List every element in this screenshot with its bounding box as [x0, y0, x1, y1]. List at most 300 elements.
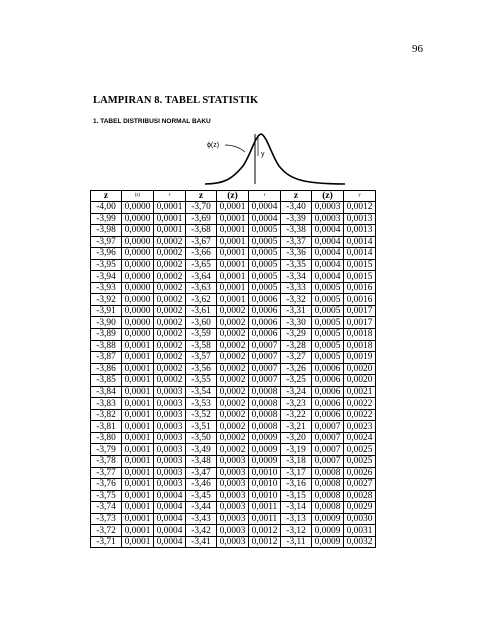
- table-cell: 0,0007: [312, 456, 344, 468]
- table-row: [91, 513, 376, 525]
- table-cell: -3,34: [281, 271, 312, 283]
- table-cell: -3,72: [91, 525, 122, 537]
- table-cell: -3,99: [91, 213, 122, 225]
- table-cell: 0,0004: [154, 513, 186, 525]
- table-cell: 0,0005: [249, 259, 281, 271]
- table-cell: 0,0005: [249, 236, 281, 248]
- table-cell: 0,0014: [344, 248, 376, 260]
- table-cell: -3,30: [281, 317, 312, 329]
- table-cell: 0,0003: [154, 456, 186, 468]
- table-cell: 0,0009: [312, 513, 344, 525]
- table-cell: 0,0029: [344, 502, 376, 514]
- table-cell: 0,0003: [217, 502, 249, 514]
- table-cell: 0,0012: [249, 536, 281, 548]
- table-cell: 0,0002: [154, 305, 186, 317]
- table-cell: -3,38: [281, 225, 312, 237]
- table-cell: 0,0002: [217, 398, 249, 410]
- table-cell: -3,17: [281, 467, 312, 479]
- table-cell: 0,0005: [249, 225, 281, 237]
- table-cell: 0,0018: [344, 340, 376, 352]
- table-cell: 0,0008: [312, 490, 344, 502]
- table-cell: -3,37: [281, 236, 312, 248]
- table-cell: 0,0013: [344, 213, 376, 225]
- table-cell: 0,0001: [122, 432, 154, 444]
- table-cell: 0,0008: [249, 421, 281, 433]
- table-cell: 0,0002: [154, 271, 186, 283]
- table-cell: -3,95: [91, 259, 122, 271]
- table-cell: 0,0006: [312, 363, 344, 375]
- table-row: [91, 248, 376, 260]
- table-cell: 0,0002: [154, 340, 186, 352]
- table-cell: 0,0011: [249, 502, 281, 514]
- table-cell: -3,15: [281, 490, 312, 502]
- table-cell: 0,0017: [344, 317, 376, 329]
- table-cell: 0,0002: [217, 317, 249, 329]
- table-cell: -3,40: [281, 202, 312, 214]
- table-cell: -3,43: [186, 513, 217, 525]
- table-cell: -3,81: [91, 421, 122, 433]
- table-cell: -3,19: [281, 444, 312, 456]
- table-cell: 0,0012: [249, 525, 281, 537]
- table-cell: 0,0003: [217, 467, 249, 479]
- table-row: [91, 202, 376, 214]
- table-cell: -3,18: [281, 456, 312, 468]
- table-cell: -4,00: [91, 202, 122, 214]
- header-z: z: [281, 191, 312, 202]
- table-cell: 0,0002: [154, 259, 186, 271]
- header-phi-z: (z): [217, 191, 249, 202]
- table-cell: -3,57: [186, 352, 217, 364]
- table-cell: -3,63: [186, 282, 217, 294]
- table-cell: 0,0006: [249, 294, 281, 306]
- table-cell: -3,45: [186, 490, 217, 502]
- table-cell: 0,0003: [154, 421, 186, 433]
- table-cell: 0,0009: [249, 456, 281, 468]
- table-cell: -3,90: [91, 317, 122, 329]
- table-cell: 0,0001: [154, 213, 186, 225]
- table-cell: 0,0002: [154, 294, 186, 306]
- table-cell: 0,0007: [312, 444, 344, 456]
- table-cell: -3,48: [186, 456, 217, 468]
- table-cell: -3,64: [186, 271, 217, 283]
- phi-pointer: [225, 145, 245, 152]
- table-cell: -3,42: [186, 525, 217, 537]
- header-phi-z: (z): [312, 191, 344, 202]
- y-label: y: [261, 151, 265, 158]
- table-cell: -3,87: [91, 352, 122, 364]
- page-number: 96: [412, 43, 423, 55]
- table-cell: 0,0001: [122, 375, 154, 387]
- table-cell: -3,26: [281, 363, 312, 375]
- table-cell: 0,0010: [249, 467, 281, 479]
- table-cell: -3,13: [281, 513, 312, 525]
- bell-curve: [205, 134, 345, 184]
- table-cell: -3,71: [91, 536, 122, 548]
- table-cell: -3,62: [186, 294, 217, 306]
- table-cell: -3,93: [91, 282, 122, 294]
- table-row: [91, 456, 376, 468]
- table-cell: 0,0002: [217, 421, 249, 433]
- table-row: [91, 502, 376, 514]
- table-cell: -3,65: [186, 259, 217, 271]
- table-cell: 0,0001: [217, 282, 249, 294]
- table-cell: 0,0001: [122, 525, 154, 537]
- table-cell: 0,0019: [344, 352, 376, 364]
- table-cell: 0,0009: [249, 432, 281, 444]
- table-cell: 0,0007: [312, 432, 344, 444]
- table-cell: 0,0016: [344, 294, 376, 306]
- table-cell: 0,0001: [217, 271, 249, 283]
- table-cell: 0,0004: [249, 213, 281, 225]
- table-cell: 0,0001: [154, 202, 186, 214]
- table-cell: 0,0005: [249, 282, 281, 294]
- table-cell: 0,0012: [344, 202, 376, 214]
- table-cell: 0,0008: [249, 386, 281, 398]
- table-row: [91, 421, 376, 433]
- table-cell: -3,11: [281, 536, 312, 548]
- table-cell: 0,0005: [312, 282, 344, 294]
- normal-curve-figure: [195, 130, 355, 188]
- table-cell: 0,0004: [312, 259, 344, 271]
- header-phi-z: (z): [122, 191, 154, 202]
- table-cell: 0,0006: [312, 409, 344, 421]
- table-cell: 0,0005: [249, 248, 281, 260]
- table-cell: 0,0002: [217, 363, 249, 375]
- table-cell: -3,69: [186, 213, 217, 225]
- table-cell: -3,12: [281, 525, 312, 537]
- table-cell: 0,0001: [217, 202, 249, 214]
- table-cell: -3,16: [281, 479, 312, 491]
- table-cell: 0,0008: [249, 398, 281, 410]
- table-row: [91, 271, 376, 283]
- table-cell: 0,0006: [249, 329, 281, 341]
- table-cell: 0,0002: [154, 363, 186, 375]
- table-cell: 0,0017: [344, 305, 376, 317]
- table-cell: -3,82: [91, 409, 122, 421]
- table-cell: 0,0000: [122, 305, 154, 317]
- table-cell: 0,0031: [344, 525, 376, 537]
- table-row: [91, 329, 376, 341]
- table-row: [91, 363, 376, 375]
- table-cell: 0,0010: [249, 479, 281, 491]
- table-cell: -3,76: [91, 479, 122, 491]
- table-row: [91, 259, 376, 271]
- table-cell: 0,0032: [344, 536, 376, 548]
- table-cell: -3,88: [91, 340, 122, 352]
- table-cell: -3,83: [91, 398, 122, 410]
- table-cell: 0,0001: [122, 536, 154, 548]
- table-cell: 0,0001: [122, 409, 154, 421]
- table-cell: 0,0003: [217, 536, 249, 548]
- table-cell: -3,52: [186, 409, 217, 421]
- table-cell: -3,51: [186, 421, 217, 433]
- table-cell: 0,0024: [344, 432, 376, 444]
- table-cell: 0,0002: [217, 375, 249, 387]
- table-cell: 0,0001: [217, 259, 249, 271]
- table-cell: 0,0001: [217, 236, 249, 248]
- table-cell: 0,0009: [312, 525, 344, 537]
- table-cell: -3,58: [186, 340, 217, 352]
- table-cell: -3,41: [186, 536, 217, 548]
- table-cell: 0,0002: [217, 352, 249, 364]
- table-cell: 0,0002: [154, 236, 186, 248]
- table-row: [91, 432, 376, 444]
- table-cell: 0,0002: [154, 329, 186, 341]
- table-cell: 0,0005: [312, 305, 344, 317]
- table-cell: 0,0004: [154, 525, 186, 537]
- table-cell: 0,0001: [122, 467, 154, 479]
- table-cell: 0,0001: [122, 340, 154, 352]
- table-cell: 0,0002: [154, 352, 186, 364]
- table-cell: -3,60: [186, 317, 217, 329]
- table-cell: 0,0006: [249, 317, 281, 329]
- table-cell: 0,0002: [154, 317, 186, 329]
- table-row: [91, 386, 376, 398]
- table-cell: -3,23: [281, 398, 312, 410]
- table-cell: 0,0015: [344, 259, 376, 271]
- table-cell: 0,0006: [312, 386, 344, 398]
- table-cell: 0,0001: [122, 444, 154, 456]
- table-cell: 0,0001: [122, 386, 154, 398]
- table-cell: -3,97: [91, 236, 122, 248]
- table-cell: -3,32: [281, 294, 312, 306]
- table-row: [91, 340, 376, 352]
- table-cell: 0,0010: [249, 490, 281, 502]
- table-cell: -3,66: [186, 248, 217, 260]
- table-cell: 0,0002: [154, 282, 186, 294]
- table-cell: 0,0007: [249, 375, 281, 387]
- table-row: [91, 305, 376, 317]
- table-cell: 0,0004: [154, 536, 186, 548]
- table-cell: 0,0003: [154, 409, 186, 421]
- table-cell: 0,0000: [122, 213, 154, 225]
- table-cell: 0,0002: [217, 444, 249, 456]
- table-cell: 0,0007: [249, 363, 281, 375]
- table-cell: 0,0001: [217, 225, 249, 237]
- table-cell: 0,0020: [344, 375, 376, 387]
- table-cell: 0,0018: [344, 329, 376, 341]
- table-row: [91, 525, 376, 537]
- table-row: [91, 444, 376, 456]
- table-cell: -3,84: [91, 386, 122, 398]
- table-cell: 0,0007: [249, 340, 281, 352]
- table-cell: -3,33: [281, 282, 312, 294]
- table-cell: 0,0002: [217, 305, 249, 317]
- table-cell: -3,20: [281, 432, 312, 444]
- header-r: r: [249, 191, 281, 202]
- table-row: [91, 236, 376, 248]
- header-r: r: [154, 191, 186, 202]
- table-cell: 0,0008: [312, 467, 344, 479]
- table-body: [91, 202, 376, 548]
- table-cell: 0,0001: [122, 421, 154, 433]
- table-cell: 0,0002: [154, 375, 186, 387]
- table-cell: -3,49: [186, 444, 217, 456]
- table-cell: 0,0001: [122, 352, 154, 364]
- table-cell: 0,0016: [344, 282, 376, 294]
- table-row: [91, 479, 376, 491]
- table-cell: -3,25: [281, 375, 312, 387]
- table-cell: -3,44: [186, 502, 217, 514]
- table-cell: -3,46: [186, 479, 217, 491]
- table-cell: 0,0001: [122, 502, 154, 514]
- table-cell: -3,31: [281, 305, 312, 317]
- table-row: [91, 213, 376, 225]
- table-cell: 0,0005: [249, 271, 281, 283]
- table-row: [91, 467, 376, 479]
- table-cell: -3,78: [91, 456, 122, 468]
- table-cell: -3,36: [281, 248, 312, 260]
- table-cell: 0,0006: [249, 305, 281, 317]
- table-cell: 0,0007: [312, 421, 344, 433]
- table-cell: 0,0028: [344, 490, 376, 502]
- table-cell: 0,0023: [344, 421, 376, 433]
- table-cell: 0,0005: [312, 352, 344, 364]
- table-cell: 0,0002: [217, 386, 249, 398]
- table-row: [91, 352, 376, 364]
- table-cell: 0,0027: [344, 479, 376, 491]
- table-cell: 0,0002: [217, 340, 249, 352]
- table-cell: -3,86: [91, 363, 122, 375]
- table-cell: -3,85: [91, 375, 122, 387]
- table-cell: -3,28: [281, 340, 312, 352]
- table-cell: 0,0004: [312, 248, 344, 260]
- table-cell: 0,0001: [217, 294, 249, 306]
- table-row: [91, 317, 376, 329]
- table-cell: 0,0025: [344, 456, 376, 468]
- table-cell: -3,35: [281, 259, 312, 271]
- table-header-row: [91, 191, 376, 202]
- table-cell: 0,0009: [249, 444, 281, 456]
- table-cell: 0,0001: [122, 363, 154, 375]
- table-cell: 0,0001: [154, 225, 186, 237]
- table-cell: 0,0003: [217, 525, 249, 537]
- normal-distribution-table: [90, 190, 376, 548]
- table-cell: 0,0015: [344, 271, 376, 283]
- table-subheading: 1. TABEL DISTRIBUSI NORMAL BAKU: [93, 118, 211, 125]
- table-cell: -3,56: [186, 363, 217, 375]
- table-cell: -3,73: [91, 513, 122, 525]
- table-cell: 0,0021: [344, 386, 376, 398]
- table-row: [91, 282, 376, 294]
- phi-label: ϕ(z): [207, 142, 220, 149]
- table-cell: 0,0003: [217, 456, 249, 468]
- table-row: [91, 490, 376, 502]
- table-cell: 0,0025: [344, 444, 376, 456]
- table-cell: -3,53: [186, 398, 217, 410]
- table-cell: 0,0008: [249, 409, 281, 421]
- table-cell: -3,98: [91, 225, 122, 237]
- table-cell: -3,91: [91, 305, 122, 317]
- header-y: y: [344, 191, 376, 202]
- table-cell: -3,29: [281, 329, 312, 341]
- table-cell: -3,96: [91, 248, 122, 260]
- table-cell: 0,0001: [122, 513, 154, 525]
- table-cell: 0,0004: [312, 225, 344, 237]
- table-cell: -3,54: [186, 386, 217, 398]
- table-cell: -3,92: [91, 294, 122, 306]
- table-cell: 0,0003: [312, 213, 344, 225]
- table-cell: 0,0013: [344, 225, 376, 237]
- table-row: [91, 409, 376, 421]
- table-cell: 0,0000: [122, 317, 154, 329]
- table-cell: -3,22: [281, 409, 312, 421]
- table-cell: -3,21: [281, 421, 312, 433]
- table-cell: -3,55: [186, 375, 217, 387]
- table-cell: -3,24: [281, 386, 312, 398]
- table-cell: 0,0003: [312, 202, 344, 214]
- table-cell: 0,0003: [217, 490, 249, 502]
- table-cell: 0,0001: [217, 213, 249, 225]
- table-cell: 0,0003: [154, 467, 186, 479]
- table-row: [91, 536, 376, 548]
- table-cell: 0,0008: [312, 479, 344, 491]
- table-cell: 0,0008: [312, 502, 344, 514]
- table-cell: -3,47: [186, 467, 217, 479]
- table-cell: 0,0004: [312, 271, 344, 283]
- table-cell: 0,0005: [312, 294, 344, 306]
- table-cell: -3,27: [281, 352, 312, 364]
- table-cell: -3,59: [186, 329, 217, 341]
- table-cell: 0,0020: [344, 363, 376, 375]
- table-row: [91, 375, 376, 387]
- header-z: z: [91, 191, 122, 202]
- table-cell: 0,0030: [344, 513, 376, 525]
- table-cell: 0,0001: [122, 490, 154, 502]
- table-cell: -3,67: [186, 236, 217, 248]
- table-cell: 0,0000: [122, 282, 154, 294]
- table-cell: -3,68: [186, 225, 217, 237]
- table-cell: 0,0003: [154, 432, 186, 444]
- table-cell: 0,0002: [154, 248, 186, 260]
- table-cell: -3,79: [91, 444, 122, 456]
- table-cell: 0,0022: [344, 398, 376, 410]
- table-cell: 0,0004: [154, 490, 186, 502]
- table-cell: 0,0001: [122, 398, 154, 410]
- table-cell: 0,0005: [312, 317, 344, 329]
- table-row: [91, 225, 376, 237]
- table-cell: 0,0006: [312, 375, 344, 387]
- table-row: [91, 294, 376, 306]
- table-cell: 0,0003: [154, 479, 186, 491]
- table-cell: -3,94: [91, 271, 122, 283]
- table-cell: -3,89: [91, 329, 122, 341]
- table-cell: 0,0006: [312, 398, 344, 410]
- table-cell: 0,0000: [122, 236, 154, 248]
- table-cell: 0,0000: [122, 202, 154, 214]
- table-cell: 0,0003: [154, 398, 186, 410]
- table-cell: 0,0011: [249, 513, 281, 525]
- table-cell: 0,0002: [217, 329, 249, 341]
- table-cell: 0,0022: [344, 409, 376, 421]
- table-cell: 0,0001: [217, 248, 249, 260]
- table-cell: 0,0005: [312, 329, 344, 341]
- table-cell: 0,0002: [217, 409, 249, 421]
- table-cell: 0,0004: [249, 202, 281, 214]
- table-cell: -3,50: [186, 432, 217, 444]
- table-cell: 0,0005: [312, 340, 344, 352]
- table-cell: 0,0026: [344, 467, 376, 479]
- table-cell: 0,0000: [122, 225, 154, 237]
- table-cell: -3,61: [186, 305, 217, 317]
- table-cell: 0,0000: [122, 329, 154, 341]
- table-cell: 0,0009: [312, 536, 344, 548]
- appendix-heading: LAMPIRAN 8. TABEL STATISTIK: [93, 95, 259, 106]
- table-cell: -3,70: [186, 202, 217, 214]
- table-cell: -3,39: [281, 213, 312, 225]
- table-cell: 0,0002: [217, 432, 249, 444]
- table-row: [91, 398, 376, 410]
